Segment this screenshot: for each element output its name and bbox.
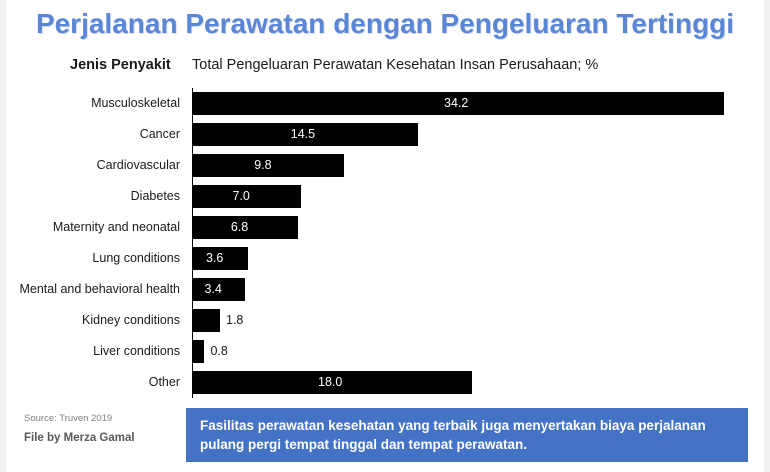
byline: File by Merza Gamal [24,432,135,444]
bar-category-label: Kidney conditions [82,313,180,327]
chart-header [70,57,750,79]
callout-box [186,408,748,462]
bar-value-label: 18.0 [318,375,343,389]
bar [192,340,204,363]
bar-category-label: Cardiovascular [96,158,180,172]
bar-track [192,274,750,305]
bar-category-label: Mental and behavioral health [19,282,180,296]
bar-row [16,88,756,119]
bar-category-label: Musculoskeletal [91,96,180,110]
bar-track [192,367,750,398]
bar-chart [16,88,756,398]
bar-value-label: 34.2 [444,96,469,110]
bar-value-label: 0.8 [210,344,228,358]
bar-row [16,212,756,243]
bar-track [192,150,750,181]
bar-category-label: Maternity and neonatal [52,220,180,234]
bar-track [192,119,750,150]
bar-value-label: 9.8 [254,158,272,172]
bar-track [192,181,750,212]
right-edge-band [764,0,770,472]
bar-value-label: 3.4 [204,282,222,296]
value-axis-title: Total Pengeluaran Perawatan Kesehatan Insan Perusahaan; % [192,57,599,73]
bar-value-label: 3.6 [206,251,224,265]
page-title: Perjalanan Perawatan dengan Pengeluaran Tertinggi [35,8,735,39]
category-axis-title: Jenis Penyakit [70,57,171,73]
bar-value-label: 14.5 [290,127,316,141]
bar-row [16,243,756,274]
bar-row [16,305,756,336]
bar-row [16,150,756,181]
callout-text: Fasilitas perawatan kesehatan yang terbaik juga menyertakan biaya perjalanan pulang pergi tempat tinggal dan tempat perawatan. [200,418,706,452]
bar-value-label: 1.8 [226,313,244,327]
bar-category-label: Lung conditions [92,251,180,265]
bar-category-label: Diabetes [130,189,180,203]
bar-value-label: 6.8 [230,220,249,234]
bar-rows [16,88,756,398]
bar-row [16,181,756,212]
bar-row [16,119,756,150]
bar [192,309,220,332]
bar-track [192,336,750,367]
bar-track [192,212,750,243]
bar-row [16,274,756,305]
bar-row [16,367,756,398]
bar-row [16,336,756,367]
left-edge-band [0,0,6,472]
bar-category-label: Liver conditions [93,344,180,358]
bar-track [192,305,750,336]
source-note: Source: Truven 2019 [24,413,113,424]
bar-track [192,243,750,274]
bar-value-label: 7.0 [232,189,250,203]
bar-category-label: Other [148,375,180,389]
bar-category-label: Cancer [139,127,180,141]
bar-track [192,88,750,119]
